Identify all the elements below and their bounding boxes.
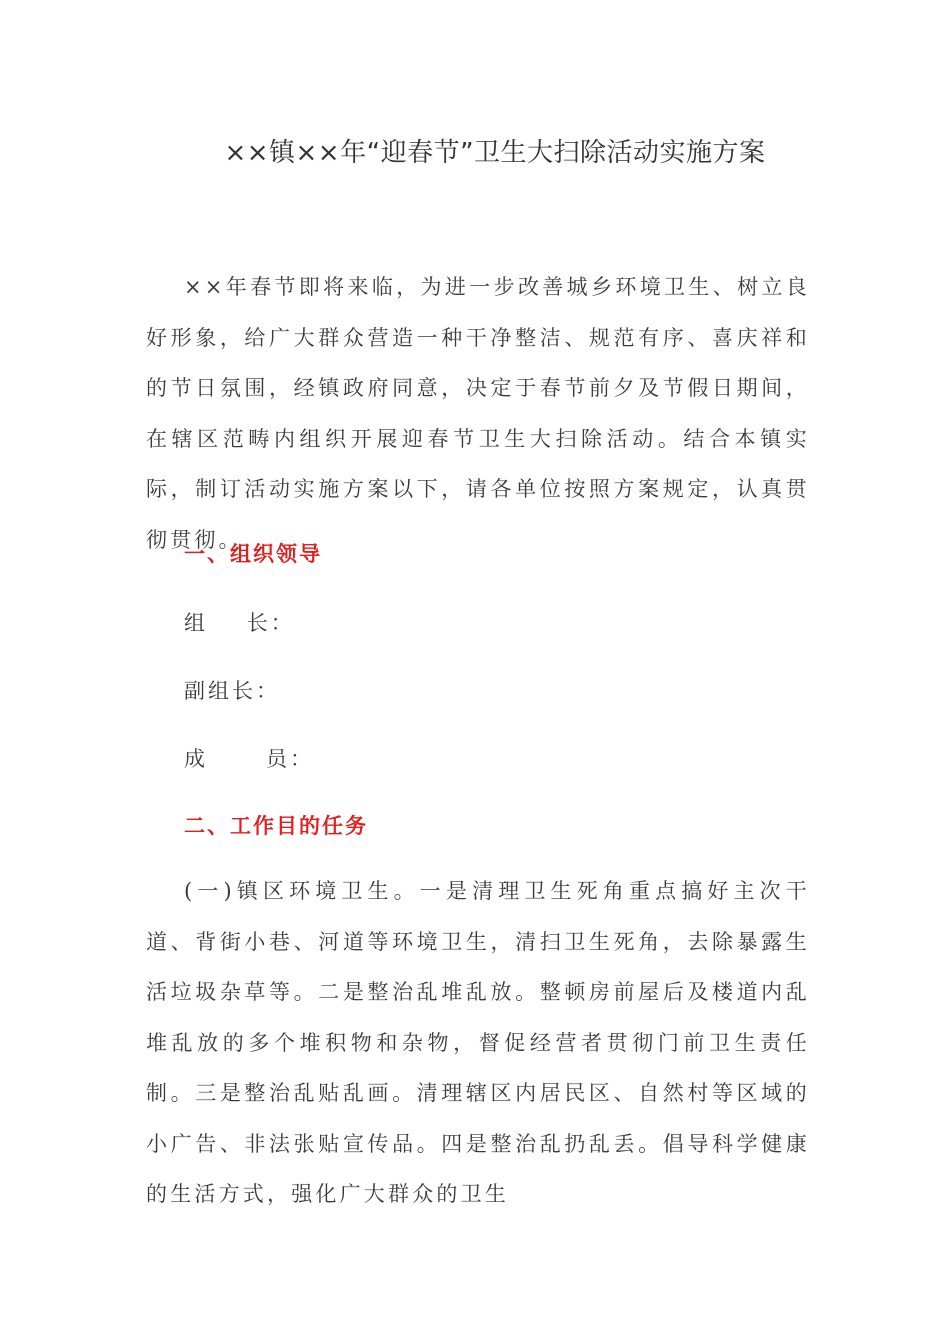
section-heading-organization: 一、组织领导 (184, 542, 322, 566)
document-title: ××镇××年“迎春节”卫生大扫除活动实施方案 (224, 138, 766, 168)
intro-paragraph: ××年春节即将来临，为进一步改善城乡环境卫生、树立良好形象，给广大群众营造一种干净整洁、规范有序、喜庆祥和的节日氛围，经镇政府同意，决定于春节前夕及节假日期间，在辖区范畴内组织开展迎春节卫生大扫除活动。结合本镇实际，制订活动实施方案以下，请各单位按照方案规定，认真贯彻贯彻。 (146, 275, 810, 552)
members-line: 成 员： (184, 747, 315, 771)
deputy-leader-line: 副组长： (184, 679, 280, 703)
leader-line: 组 长： (184, 611, 295, 635)
tasks-paragraph: (一)镇区环境卫生。一是清理卫生死角重点搞好主次干道、背街小巷、河道等环境卫生，清扫卫生死角，去除暴露生活垃圾杂草等。二是整治乱堆乱放。整顿房前屋后及楼道内乱堆乱放的多个堆积物和杂物，督促经营者贯彻门前卫生责任制。三是整治乱贴乱画。清理辖区内居民区、自然村等区域的小广告、非法张贴宣传品。四是整治乱扔乱丢。倡导科学健康的生活方式，强化广大群众的卫生 (146, 879, 810, 1206)
section-heading-tasks: 二、工作目的任务 (184, 814, 368, 838)
